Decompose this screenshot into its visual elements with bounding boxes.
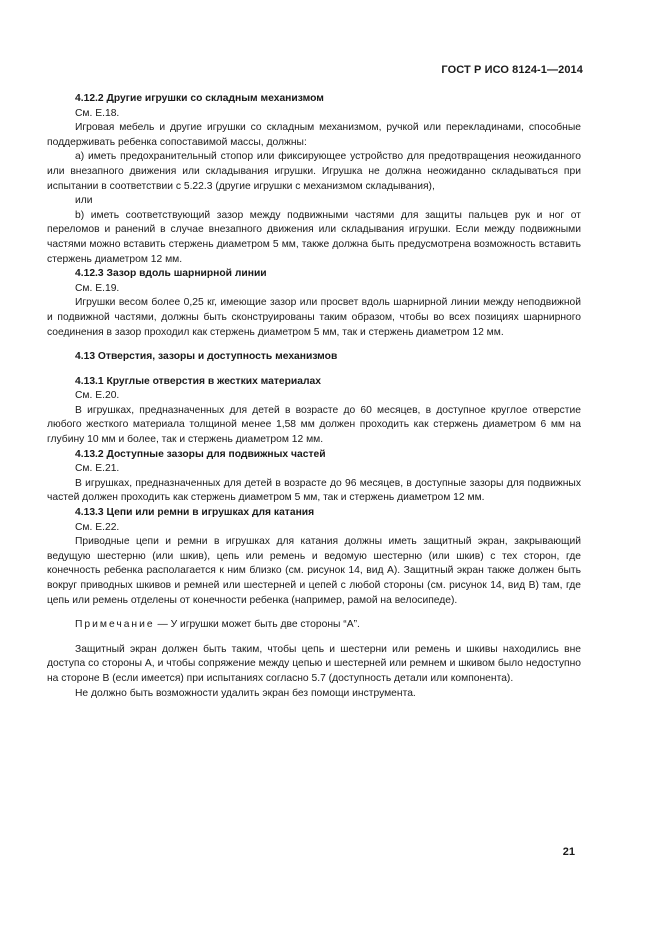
list-item-b: b) иметь соответствующий зазор между подвижными частями для защиты пальцев рук и ног от переломов и ранений в случае внезапного движения или складывания игрушки. Если между подвижными частями можно вставить стержень диаметром 5 мм, также должна быть предусмотрена возможность вставить стержень диаметром 12 мм. [47,209,581,265]
body-paragraph: В игрушках, предназначенных для детей в возрасте до 96 месяцев, в доступные зазоры для подвижных частей должен проходить как стержень диаметром 5 мм, так и стержень диаметром 12 мм. [47,477,581,504]
conjunction-text: или [75,195,93,207]
note [75,618,581,633]
body-paragraph: Игровая мебель и другие игрушки со складным механизмом, ручкой или перекладинами, способные поддерживать ребенка сопоставимой массы, должны: [47,122,581,148]
section-heading: 4.13 Отверстия, зазоры и доступность механизмов [75,351,338,363]
document-header: ГОСТ Р ИСО 8124-1—2014 [441,64,583,76]
note-label: Примечание [75,619,155,631]
body-paragraph: Не должно быть возможности удалить экран без помощи инструмента. [75,687,416,699]
cross-reference: См. Е.18. [75,107,120,119]
cross-reference: См. Е.20. [75,390,120,402]
list-item-a: a) иметь предохранительный стопор или фиксирующее устройство для предотвращения неожиданного или внезапного движения или складывания игрушки. Игрушка не должна неожиданно складываться при испытании в соответствии с 5.22.3 (другие игрушки с механизмом складывания), [47,151,581,192]
subsection-heading: 4.12.2 Другие игрушки со складным механизмом [75,93,324,104]
body-paragraph: В игрушках, предназначенных для детей в возрасте до 60 месяцев, в доступное круглое отверстие любого жесткого материала толщиной менее 1,58 мм должен проходить как стержень диаметром 6 мм на глубину 10 мм и более, так и стержень диаметром 12 мм. [47,404,581,446]
note-text: — У игрушки может быть две стороны “А”. [154,619,360,631]
body-paragraph: Защитный экран должен быть таким, чтобы цепь и шестерни или ремень и шкивы находились вне доступа со стороны А, и чтобы сопряжение между цепью и шестерней или ремнем и шкивом было недоступно на стороне В (если имеется) при испытаниях согласно 5.7 (доступность детали или компонента). [47,643,581,684]
cross-reference: См. Е.22. [75,521,120,533]
document-body [47,92,581,701]
subsection-heading: 4.13.1 Круглые отверстия в жестких материалах [75,375,321,387]
subsection-heading: 4.13.3 Цепи или ремни в игрушках для катания [75,507,315,519]
body-paragraph: Приводные цепи и ремни в игрушках для катания должны иметь защитный экран, закрывающий ведущую шестерню (или шкив), цепь или ремень и ведомую шестерню (или шкив) с тех сторон, где конечность ребенка располагается к ним близко (см. рисунок 14, вид А). Защитный экран также должен быть вокруг приводных шкивов и ремней или шестерней и цепей с любой стороны (см. рисунок 14, вид В) там, где цепь или ремень отделены от конечности ребенка (например, рамой на велосипеде). [47,536,581,606]
subsection-heading: 4.13.2 Доступные зазоры для подвижных частей [75,448,326,460]
subsection-heading: 4.12.3 Зазор вдоль шарнирной линии [75,268,267,280]
body-paragraph: Игрушки весом более 0,25 кг, имеющие зазор или просвет вдоль шарнирной линии между неподвижной и подвижной частями, должны быть сконструированы таким образом, чтобы во всех позициях шарнирного соединения в зазор проходил как стержень диаметром 5 мм, так и стержень диаметром 12 мм. [47,297,581,338]
page-number: 21 [562,846,575,858]
cross-reference: См. Е.21. [75,463,120,475]
cross-reference: См. Е.19. [75,282,120,294]
